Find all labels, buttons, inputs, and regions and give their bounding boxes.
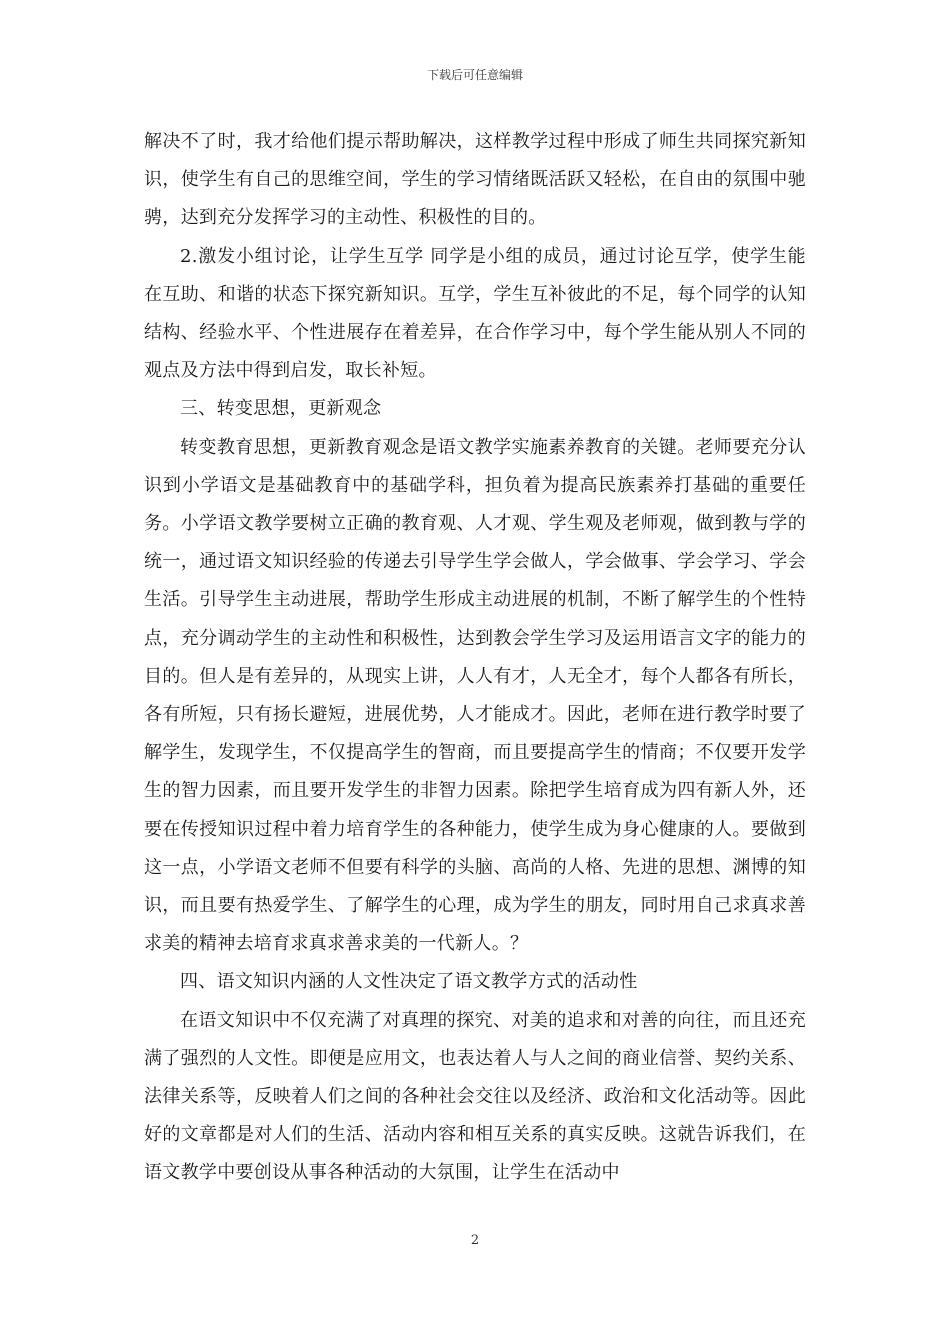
page-number: 2 [470,1233,480,1248]
paragraph-education-concepts: 转变教育思想，更新教育观念是语文教学实施素养教育的关键。老师要充分认识到小学语文是基础教育中的基础学科，担负着为提高民族素养打基础的重要任务。小学语文教学要树立正确的教育观、人才观、学生观及老师观，做到教与学的统一，通过语文知识经验的传递去引导学生学会做人，学会做事、学会学习、学会生活。引导学生主动进展，帮助学生形成主动进展的机制，不断了解学生的个性特点，充分调动学生的主动性和积极性，达到教会学生学习及运用语言文字的能力的目的。但人是有差异的，从现实上讲，人人有才，人无全才，每个人都各有所长，各有所短，只有扬长避短，进展优势，人才能成才。因此，老师在进行教学时要了解学生，发现学生，不仅提高学生的智商，而且要提高学生的情商；不仅要开发学生的智力因素，而且要开发学生的非智力因素。除把学生培育成为四有新人外，还要在传授知识过程中着力培育学生的各种能力，使学生成为身心健康的人。要做到这一点，小学语文老师不但要有科学的头脑、高尚的人格、先进的思想、渊博的知识，而且要有热爱学生、了解学生的心理，成为学生的朋友，同时用自己求真求善求美的精神去培育求真求善求美的一代新人。？ [144,436,806,955]
section-heading-4: 四、语文知识内涵的人文性决定了语文教学方式的活动性 [180,971,638,993]
paragraph-continuation: 解决不了时，我才给他们提示帮助解决，这样教学过程中形成了师生共同探究新知识，使学生有自己的思维空间，学生的学习情绪既活跃又轻松，在自由的氛围中驰骋，达到充分发挥学习的主动性、积极性的目的。 [144,131,806,229]
section-heading-3: 三、转变思想，更新观念 [180,398,382,420]
paragraph-humanistic-nature: 在语文知识中不仅充满了对真理的探究、对美的追求和对善的向往，而且还充满了强烈的人文性。即便是应用文，也表达着人与人之间的商业信誉、契约关系、法律关系等，反映着人们之间的各种社会交往以及经济、政治和文化活动等。因此好的文章都是对人们的生活、活动内容和相互关系的真实反映。这就告诉我们，在语文教学中要创设从事各种活动的大氛围，让学生在活动中 [144,1009,806,1184]
paragraph-group-discussion: 2.激发小组讨论，让学生互学 同学是小组的成员，通过讨论互学，使学生能在互助、和谐的状态下探究新知识。互学，学生互补彼此的不足，每个同学的认知结构、经验水平、个性进展存在着差异，在合作学习中，每个学生能从别人不同的观点及方法中得到启发，取长补短。 [144,245,806,382]
page-header: 下载后可任意编辑 [426,68,523,82]
document-body [144,123,806,1193]
